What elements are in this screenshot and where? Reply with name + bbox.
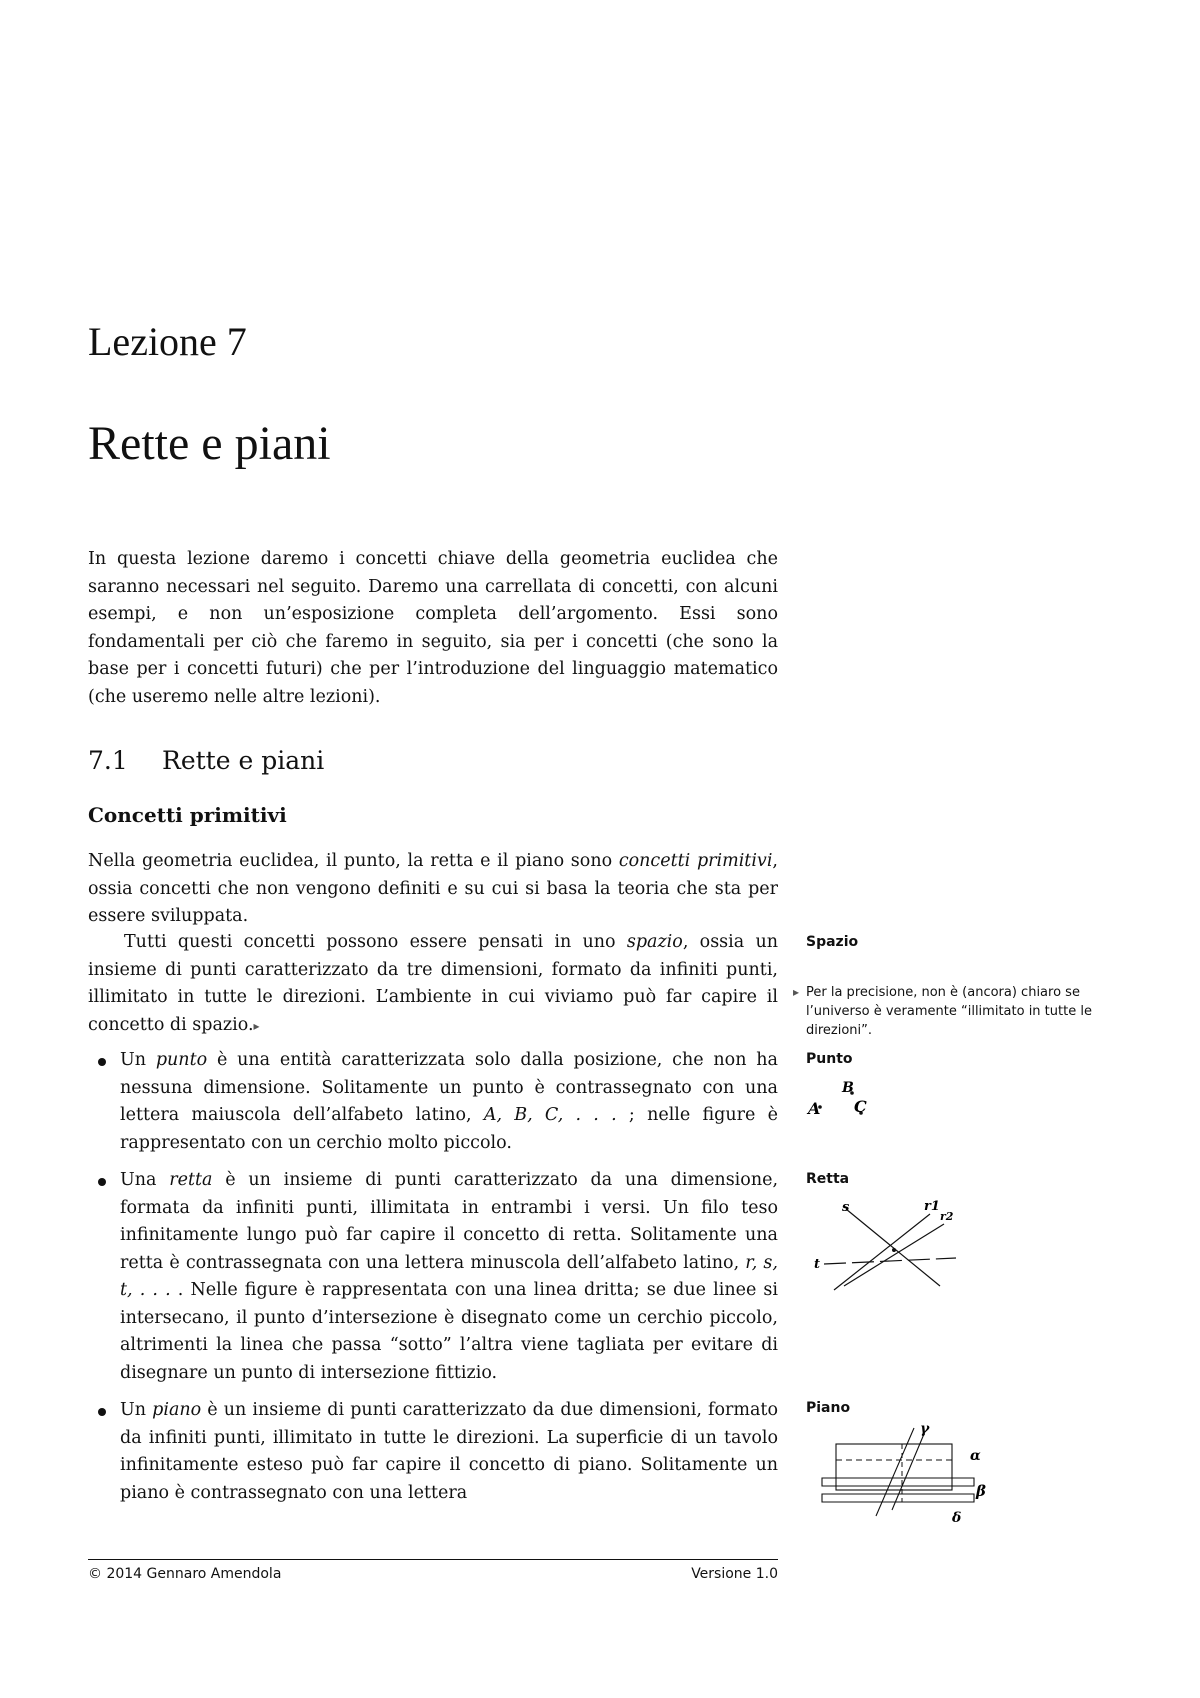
label-t: t <box>814 1257 821 1272</box>
text-run: Un <box>120 1050 156 1070</box>
plane-gamma-edge <box>892 1434 924 1510</box>
margin-title-punto: Punto <box>806 1051 853 1067</box>
intro-paragraph: In questa lezione daremo i concetti chiave della geometria euclidea che saranno necessari nel seguito. Daremo una carrellata di concetti, con alcuni esempi, e non un’esposizione completa dell’argomento. Essi sono fondamentali per ciò che faremo in seguito, sia per i concetti (che sono la base per i concetti futuri) che per l’introduzione del linguaggio matematico (che useremo nelle altre lezioni). <box>88 549 778 707</box>
text-run: . Nelle figure è rappresentata con una linea dritta; se due linee si intersecano, il punto d’intersezione è disegnato come un cerchio piccolo, altrimenti la linea che passa “sotto” l’altra viene tagliata per evitare di disegnare un punto di intersezione fittizio. <box>120 1280 778 1383</box>
section-heading <box>88 746 324 775</box>
list-item-piano <box>120 1397 778 1507</box>
text-run: Tutti questi concetti possono essere pensati in uno <box>124 932 627 952</box>
text-run: ; nelle figure è rappresentato con un cerchio molto piccolo. <box>120 1105 778 1153</box>
text-run: , ossia concetti che non vengono definiti e su cui si basa la teoria che sta per essere sviluppata. <box>88 851 778 926</box>
paragraph-concetti-primitivi <box>88 848 778 931</box>
emphasis: piano <box>152 1400 202 1420</box>
emphasis: concetti primitivi <box>618 851 773 871</box>
text-run: Un <box>120 1400 153 1420</box>
label-r2: r2 <box>940 1210 954 1223</box>
text-run: , ossia un insieme di punti caratterizzato da tre dimensioni, formato da infiniti punti, illimitato in tutte le direzioni. L’ambiente in cui viviamo può far capire il concetto di spazio. <box>88 932 778 1035</box>
margin-note-marker: ▸ <box>793 985 800 999</box>
emphasis: retta <box>169 1170 213 1190</box>
margin-note-marker: ▸ <box>253 1018 260 1033</box>
label-alpha: α <box>970 1448 981 1464</box>
margin-title-retta: Retta <box>806 1171 850 1187</box>
margin-title-spazio: Spazio <box>806 934 859 950</box>
chapter-title: Rette e piani <box>88 417 331 470</box>
line-t <box>824 1258 956 1264</box>
chapter-label: Lezione 7 <box>88 319 247 364</box>
text-run: è un insieme di punti caratterizzato da due dimensioni, formato da infiniti punti, illimitato in tutte le direzioni. La superficie di un tavolo infinitamente esteso può far capire il concetto di piano. Solitamente un piano è contrassegnato con una lettera <box>120 1400 778 1503</box>
paragraph-spazio <box>88 929 778 1040</box>
line-r1 <box>834 1214 930 1290</box>
label-a: A <box>808 1099 821 1118</box>
retta-figure <box>806 1194 976 1294</box>
label-c: C <box>854 1097 867 1116</box>
math-inline: r, s, t, . . . <box>120 1252 778 1300</box>
label-r1: r1 <box>924 1199 940 1214</box>
piano-figure <box>806 1420 996 1530</box>
plane-beta <box>822 1478 974 1486</box>
footer-rule <box>88 1559 778 1560</box>
line-s <box>846 1209 940 1286</box>
bullet-dot <box>98 1178 106 1186</box>
list-item-retta <box>120 1167 778 1387</box>
subsection-heading: Concetti primitivi <box>88 803 287 827</box>
text-run: è un insieme di punti caratterizzato da una dimensione, formata da infiniti punti, illimitata in entrambi i versi. Un filo teso infinitamente lungo può far capire il concetto di retta. Solitamente una retta è contrassegnata con una lettera minuscola dell’alfabeto latino, <box>120 1170 779 1273</box>
math-inline: A, B, C, . . . <box>483 1105 617 1125</box>
label-b: B <box>842 1080 854 1096</box>
label-beta: β <box>976 1482 986 1500</box>
label-delta: δ <box>952 1510 962 1526</box>
section-number: 7.1 <box>88 746 128 775</box>
footer-version: Versione 1.0 <box>691 1566 778 1582</box>
label-gamma: γ <box>920 1421 930 1437</box>
bullet-dot <box>98 1058 106 1066</box>
margin-title-piano: Piano <box>806 1400 851 1416</box>
punto-figure <box>806 1078 886 1128</box>
footer-copyright: © 2014 Gennaro Amendola <box>88 1566 282 1582</box>
list-item-punto <box>120 1047 778 1157</box>
text-run: è una entità caratterizzata solo dalla posizione, che non ha nessuna dimensione. Solitamente un punto è contrassegnato con una lettera maiuscola dell’alfabeto latino, <box>120 1050 778 1125</box>
text-run: Una <box>120 1170 170 1190</box>
plane-alpha <box>836 1444 952 1490</box>
bullet-dot <box>98 1408 106 1416</box>
emphasis: punto <box>155 1050 208 1070</box>
margin-note-text: Per la precisione, non è (ancora) chiaro se l’universo è veramente “illimitato in tutte le direzioni”. <box>806 985 1092 1038</box>
margin-note-spazio <box>793 983 1136 1040</box>
label-s: s <box>842 1200 850 1215</box>
text-run: Nella geometria euclidea, il punto, la retta e il piano sono <box>88 851 619 871</box>
section-title: Rette e piani <box>162 746 325 775</box>
intersection-point <box>892 1248 896 1252</box>
emphasis: spazio <box>626 932 683 952</box>
